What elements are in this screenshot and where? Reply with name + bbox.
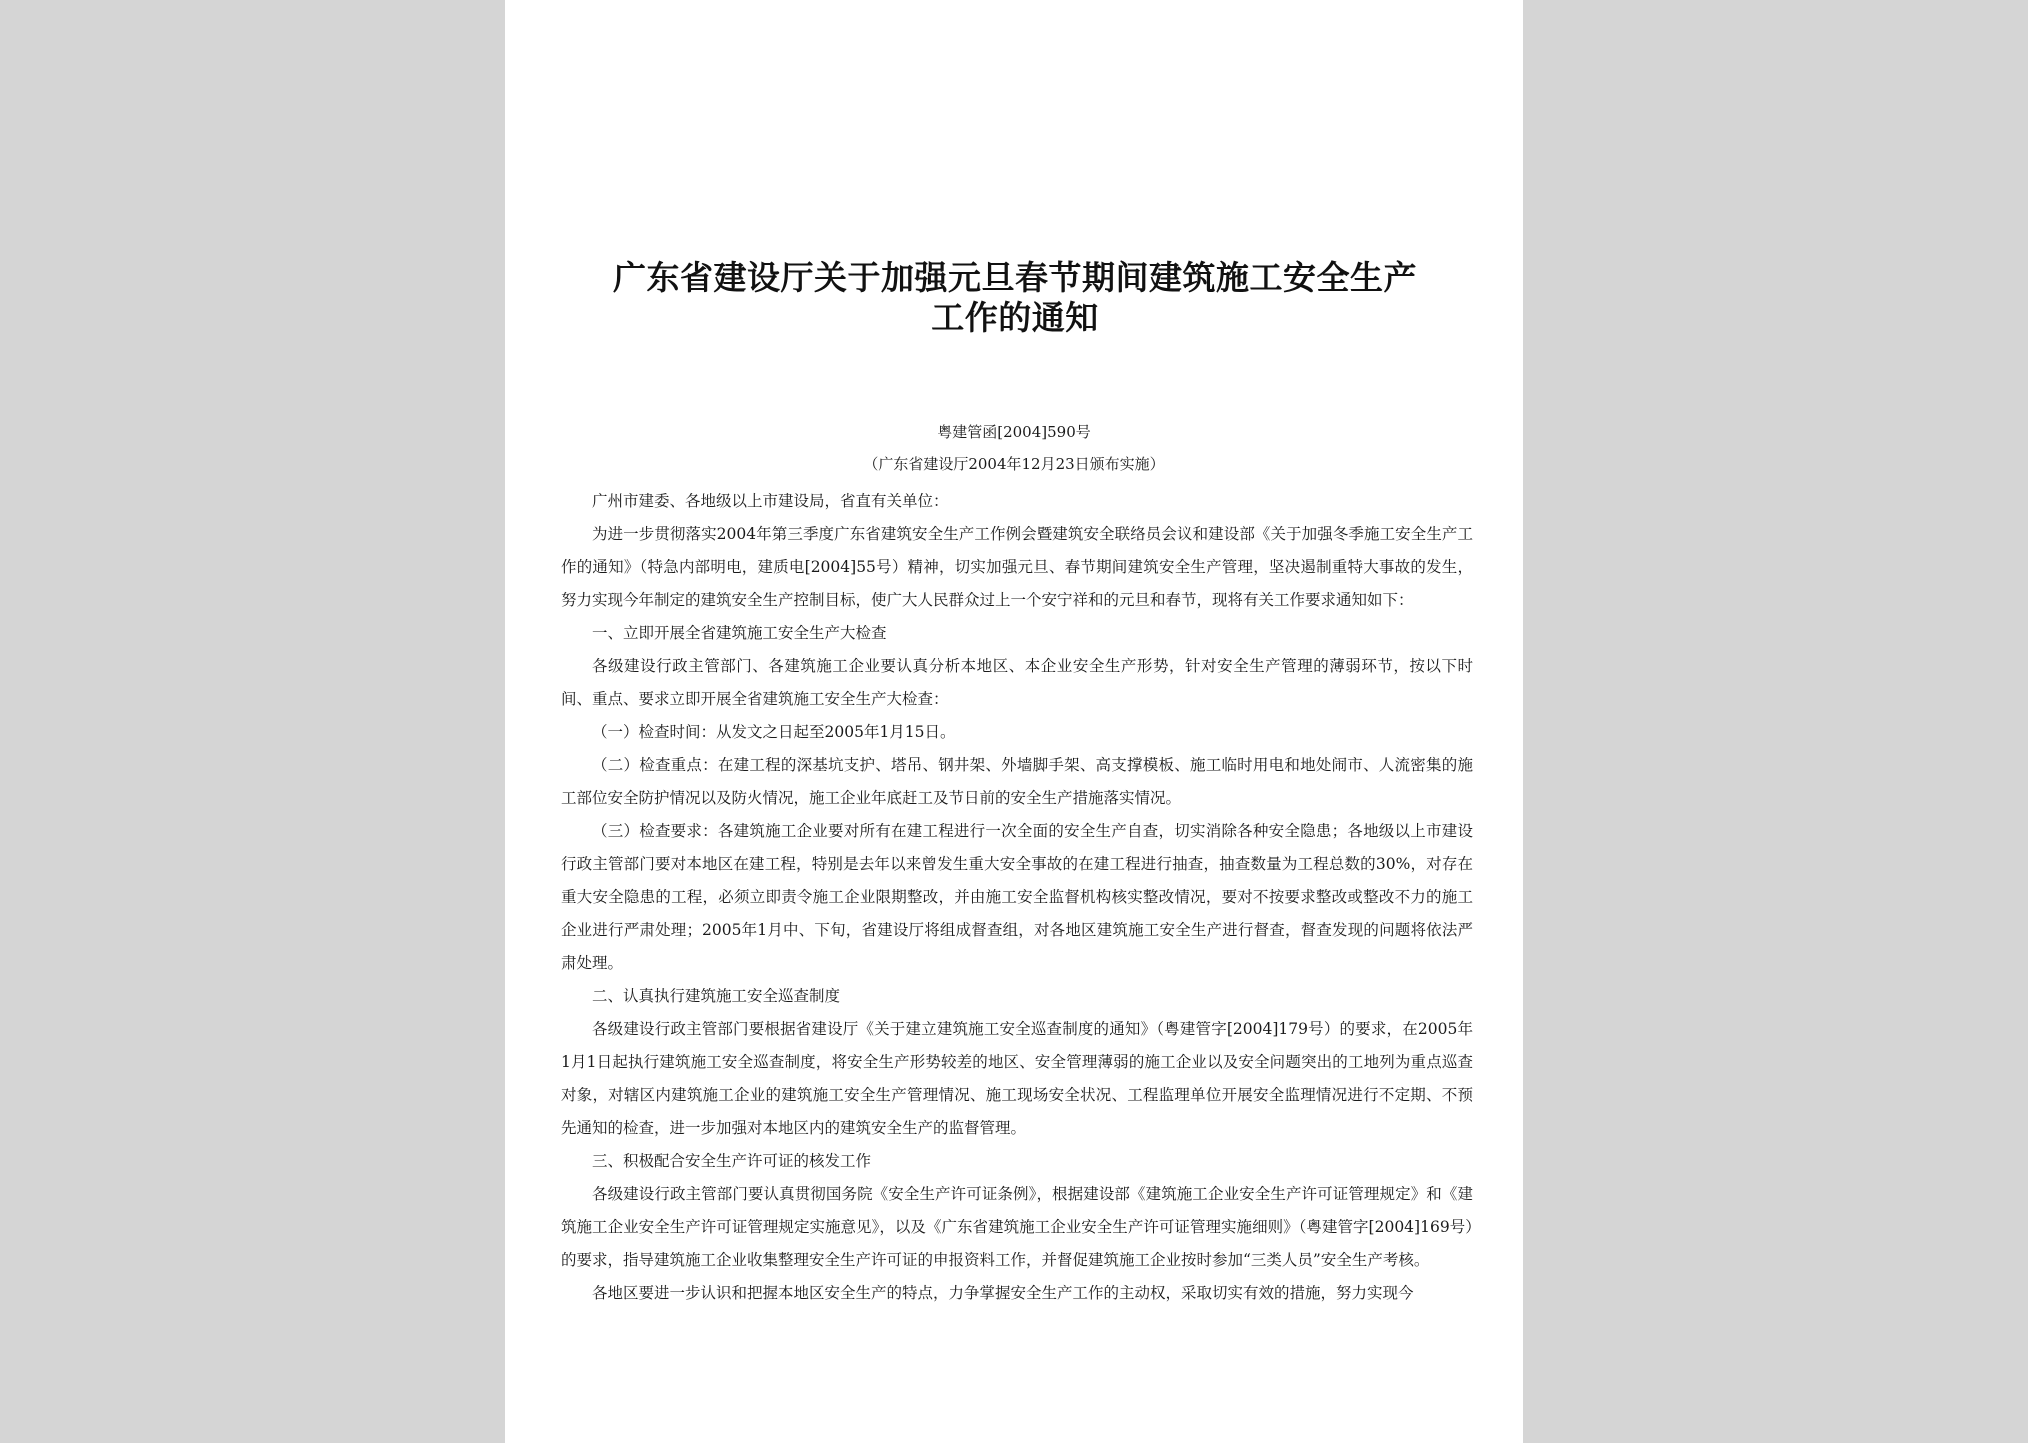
body-paragraph: （三）检查要求：各建筑施工企业要对所有在建工程进行一次全面的安全生产自查，切实消除各种安全隐患；各地级以上市建设行政主管部门要对本地区在建工程，特别是去年以来曾发生重大安全事故的在建工程进行抽查，抽查数量为工程总数的30%，对存在重大安全隐患的工程，必须立即责令施工企业限期整改，并由施工安全监督机构核实整改情况，要对不按要求整改或整改不力的施工企业进行严肃处理；2005年1月中、下旬，省建设厅将组成督查组，对各地区建筑施工安全生产进行督查，督查发现的问题将依法严肃处理。 bbox=[561, 822, 1473, 972]
body-paragraph: 各级建设行政主管部门要认真贯彻国务院《安全生产许可证条例》，根据建设部《建筑施工企业安全生产许可证管理规定》和《建筑施工企业安全生产许可证管理规定实施意见》，以及《广东省建筑施工企业安全生产许可证管理实施细则》（粤建管字[2004]169号）的要求，指导建筑施工企业收集整理安全生产许可证的申报资料工作，并督促建筑施工企业按时参加“三类人员”安全生产考核。 bbox=[561, 1185, 1473, 1269]
section-heading: 三、积极配合安全生产许可证的核发工作 bbox=[592, 1152, 872, 1170]
document-title: 广东省建设厅关于加强元旦春节期间建筑施工安全生产工作的通知 bbox=[613, 258, 1417, 337]
body-paragraph: （二）检查重点：在建工程的深基坑支护、塔吊、钢井架、外墙脚手架、高支撑模板、施工临时用电和地处闹市、人流密集的施工部位安全防护情况以及防火情况，施工企业年底赶工及节日前的安全生产措施落实情况。 bbox=[561, 756, 1473, 807]
section-heading: 一、立即开展全省建筑施工安全生产大检查 bbox=[592, 624, 887, 642]
body-paragraph: 为进一步贯彻落实2004年第三季度广东省建筑安全生产工作例会暨建筑安全联络员会议和建设部《关于加强冬季施工安全生产工作的通知》（特急内部明电，建质电[2004]55号）精神，切实加强元旦、春节期间建筑安全生产管理，坚决遏制重特大事故的发生，努力实现今年制定的建筑安全生产控制目标，使广大人民群众过上一个安宁祥和的元旦和春节，现将有关工作要求通知如下： bbox=[561, 525, 1473, 609]
document-number: 粤建管函[2004]590号 bbox=[937, 423, 1091, 441]
document-body bbox=[561, 485, 1473, 1310]
document-page bbox=[505, 0, 1523, 1443]
body-paragraph: 各级建设行政主管部门要根据省建设厅《关于建立建筑施工安全巡查制度的通知》（粤建管字[2004]179号）的要求，在2005年1月1日起执行建筑施工安全巡查制度，将安全生产形势较差的地区、安全管理薄弱的施工企业以及安全问题突出的工地列为重点巡查对象，对辖区内建筑施工企业的建筑施工安全生产管理情况、施工现场安全状况、工程监理单位开展安全监理情况进行不定期、不预先通知的检查，进一步加强对本地区内的建筑安全生产的监督管理。 bbox=[561, 1020, 1473, 1137]
body-paragraph: 各地区要进一步认识和把握本地区安全生产的特点，力争掌握安全生产工作的主动权，采取切实有效的措施，努力实现今 bbox=[592, 1284, 1414, 1302]
body-paragraph: 各级建设行政主管部门、各建筑施工企业要认真分析本地区、本企业安全生产形势，针对安全生产管理的薄弱环节，按以下时间、重点、要求立即开展全省建筑施工安全生产大检查： bbox=[561, 657, 1473, 708]
section-heading: 二、认真执行建筑施工安全巡查制度 bbox=[592, 987, 841, 1005]
issued-note: （广东省建设厅2004年12月23日颁布实施） bbox=[863, 455, 1165, 473]
paragraph-list bbox=[561, 518, 1473, 1310]
body-paragraph: （一）检查时间：从发文之日起至2005年1月15日。 bbox=[592, 723, 956, 741]
salutation: 广州市建委、各地级以上市建设局，省直有关单位： bbox=[592, 492, 949, 510]
